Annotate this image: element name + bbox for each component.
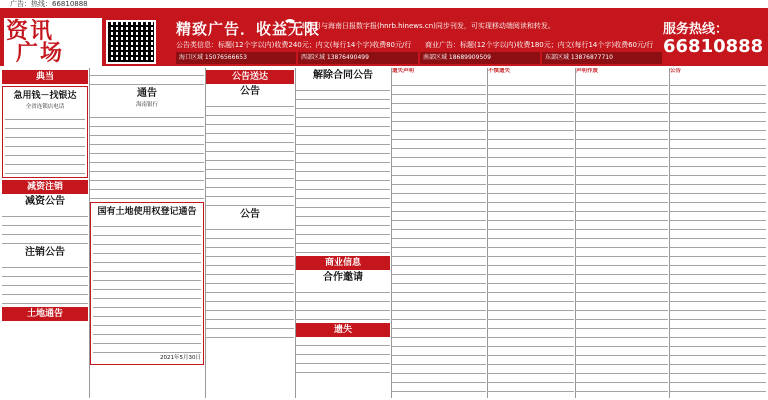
notice-title: 公告 (240, 86, 260, 97)
section-business: 商业信息 (296, 256, 390, 270)
column-6 (488, 68, 574, 398)
lost-item (670, 68, 766, 76)
column-5 (392, 68, 486, 398)
lost-item (392, 68, 486, 76)
notice-subtitle: 海南银行 (135, 102, 158, 108)
ad-subline: 全省连锁店电话 (25, 104, 65, 110)
notice-title: 减资公告 (25, 195, 65, 207)
notice-title: 注销公告 (25, 246, 65, 258)
section-lost: 遗失 (296, 323, 390, 337)
item-label: 不慎遗失 (488, 68, 511, 74)
hotline-label: 服务热线： (663, 22, 729, 37)
notice-title: 公告 (240, 209, 260, 220)
wifi-icon (283, 19, 297, 33)
ad-box (2, 86, 88, 178)
topline-text: 广告：热线：66810888 (10, 0, 88, 8)
item-label: 遗失声明 (392, 68, 415, 74)
notice-title: 国有土地使用权登记通告 (97, 206, 197, 217)
hotline-number[interactable]: 66810888 (663, 36, 764, 57)
column-1 (2, 68, 88, 398)
column-7 (576, 68, 668, 398)
column-8 (670, 68, 766, 398)
notice-date: 2021年5月30日 (160, 354, 201, 361)
ad-title: 急用钱－找银达 (13, 91, 77, 101)
item-label: 声明作废 (576, 68, 599, 74)
logo-line2: 广场 (16, 40, 65, 66)
notice-title: 合作邀请 (323, 272, 363, 283)
column-2 (90, 68, 204, 398)
item-label: 公告 (670, 68, 682, 74)
section-service: 公告送达 (206, 70, 294, 84)
price-notice-right: 商业广告：标题(12个字以内)收费180元；内文(每行14个字)收费60元/行 (425, 41, 654, 49)
section-pawn: 典当 (2, 70, 88, 84)
lost-item (488, 68, 574, 76)
district-west: 西部区域 13876490499 (298, 52, 418, 64)
column-logo (4, 18, 102, 68)
top-info-line (0, 0, 768, 8)
header-banner (0, 8, 768, 66)
notice-title: 解除合同公告 (313, 70, 373, 81)
district-south: 南部区域 18689909509 (420, 52, 540, 64)
district-east: 东部区域 13876877710 (542, 52, 662, 64)
land-notice-box (90, 202, 204, 365)
qr-code-icon[interactable] (106, 20, 156, 64)
column-3 (206, 68, 294, 398)
column-4 (296, 68, 390, 398)
sync-notice: 本栏目与海南日报数字报(hnrb.hinews.cn)同步刊发，可实现移动端阅读和转发。 (300, 22, 555, 30)
logo-line1: 资讯 (6, 18, 55, 44)
slogan: 精致广告．收益无限 (176, 20, 321, 38)
district-haikou: 海口区域 15076566653 (176, 52, 296, 64)
lost-item (576, 68, 668, 76)
section-capital-reduction: 减资注销 (2, 180, 88, 194)
section-land: 土地通告 (2, 307, 88, 321)
notice-title: 通告 (137, 88, 157, 99)
price-notice-left: 公告类信息：标题(12个字以内)收费240元；内文(每行14个字)收费80元/行 (176, 41, 412, 49)
